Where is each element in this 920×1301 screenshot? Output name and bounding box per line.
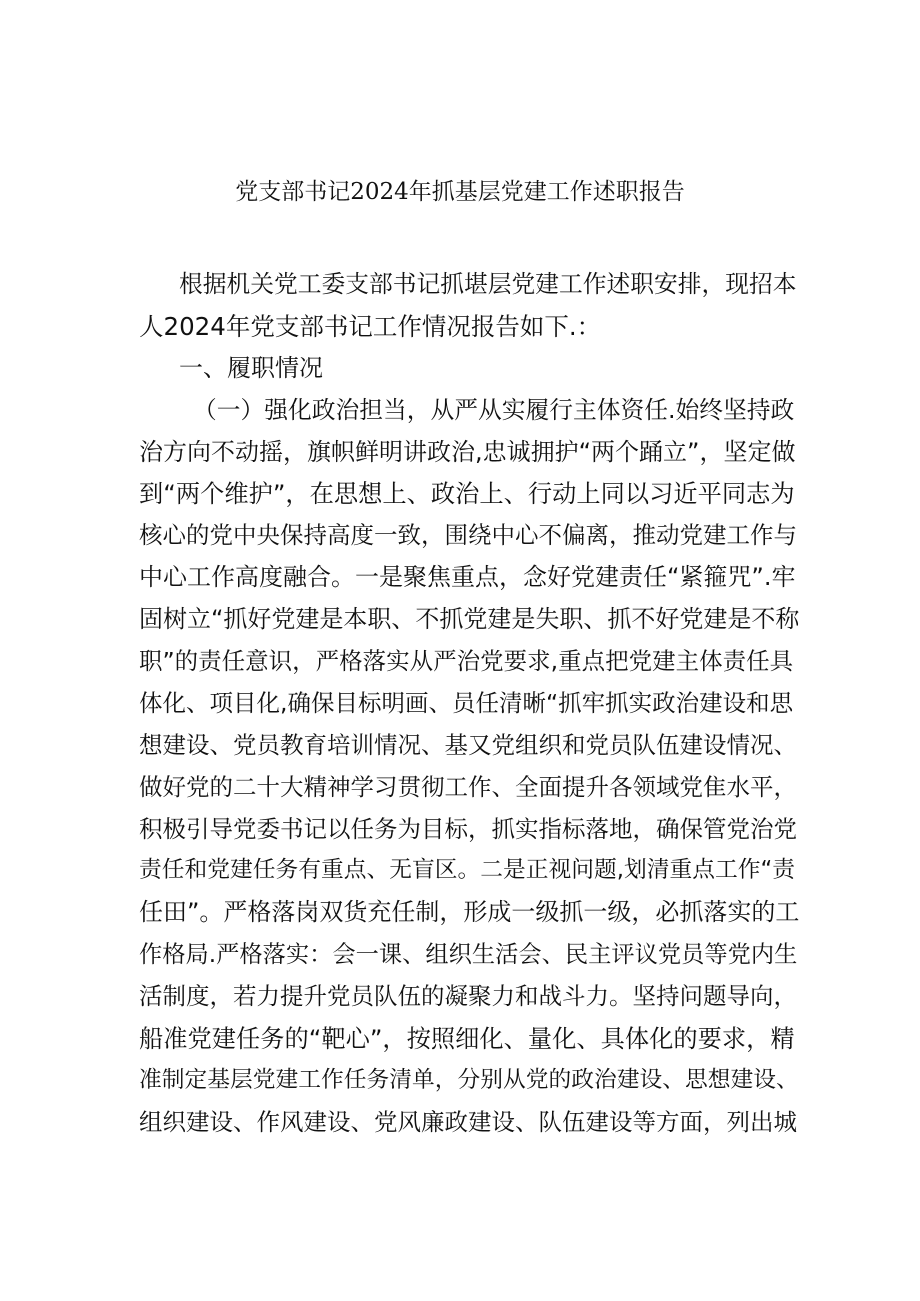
paragraph-line: 核心的党中央保持高度一致，围绕中心不偏离，推动党建工作与 xyxy=(139,521,797,550)
paragraph-line: （一）强化政治担当，从严从实履行主体资任.始终坚持政 xyxy=(193,395,795,424)
paragraph-line: 治方向不动摇，旗帜鲜明讲政治,忠诚拥护“两个踊立”，坚定做 xyxy=(139,437,796,466)
document-body xyxy=(139,264,799,1144)
paragraph-line: 任田”。严格落岗双货充任制，形成一级抓一级，必抓落实的工 xyxy=(139,898,800,927)
paragraph-line: 到“两个维护”，在思想上、政治上、行动上同以习近平同志为 xyxy=(139,479,795,509)
paragraph-line: 责任和党建任务有重点、无盲区。二是正视问题,划清重点工作“责 xyxy=(139,857,796,884)
paragraph-line: 做好党的二十大精神学习贯彻工作、全面提升各领域党隹水平， xyxy=(139,772,797,801)
section-heading: 一、履职情况 xyxy=(179,353,323,382)
paragraph-line: 积极引导党委书记以任务为目标，抓实指标落地，确保管党治党 xyxy=(139,814,797,843)
paragraph-line: 准制定基层党建工作任务清单，分别从党的政治建设、思想建设、 xyxy=(139,1066,799,1093)
paragraph-line: 固树立“抓好党建是本职、不抓党建是失职、抓不好党建是不称 xyxy=(139,605,800,634)
paragraph-line: 体化、项目化,确保目标明画、员任清晰“抓牢抓实政治建设和思 xyxy=(139,688,794,717)
paragraph-line: 根据机关党工委支部书记抓堪层党建工作述职安排，现招本 xyxy=(179,270,797,298)
paragraph-line: 人2024年党支部书记工作情况报告如下.： xyxy=(139,311,602,341)
paragraph-line: 活制度，若力提升党员队伍的凝聚力和战斗力。坚持问题导向， xyxy=(139,982,797,1011)
paragraph-line: 组织建设、作风建设、党风廉政建设、队伍建设等方面，列出城 xyxy=(139,1107,797,1136)
paragraph-line: 想建设、党员教育培训情况、基又党组织和党员队伍建设情况、 xyxy=(139,730,797,759)
paragraph-line: 中心工作高度融合。一是聚焦重点，念好党建责任“紧箍咒”.牢 xyxy=(139,563,796,592)
paragraph-line: 职”的责任意识，严格落实从严治党要求,重点把党建主体责任具 xyxy=(139,647,794,676)
paragraph-line: 作格局.严格落实：会一课、组织生活会、民主评议党员等党内生 xyxy=(139,941,798,969)
document-title: 党支部书记2024年抓基层党建工作述职报告 xyxy=(235,179,685,205)
paragraph-line: 船准党建任务的“靶心”，按照细化、量化、具体化的要求，精 xyxy=(139,1024,795,1054)
